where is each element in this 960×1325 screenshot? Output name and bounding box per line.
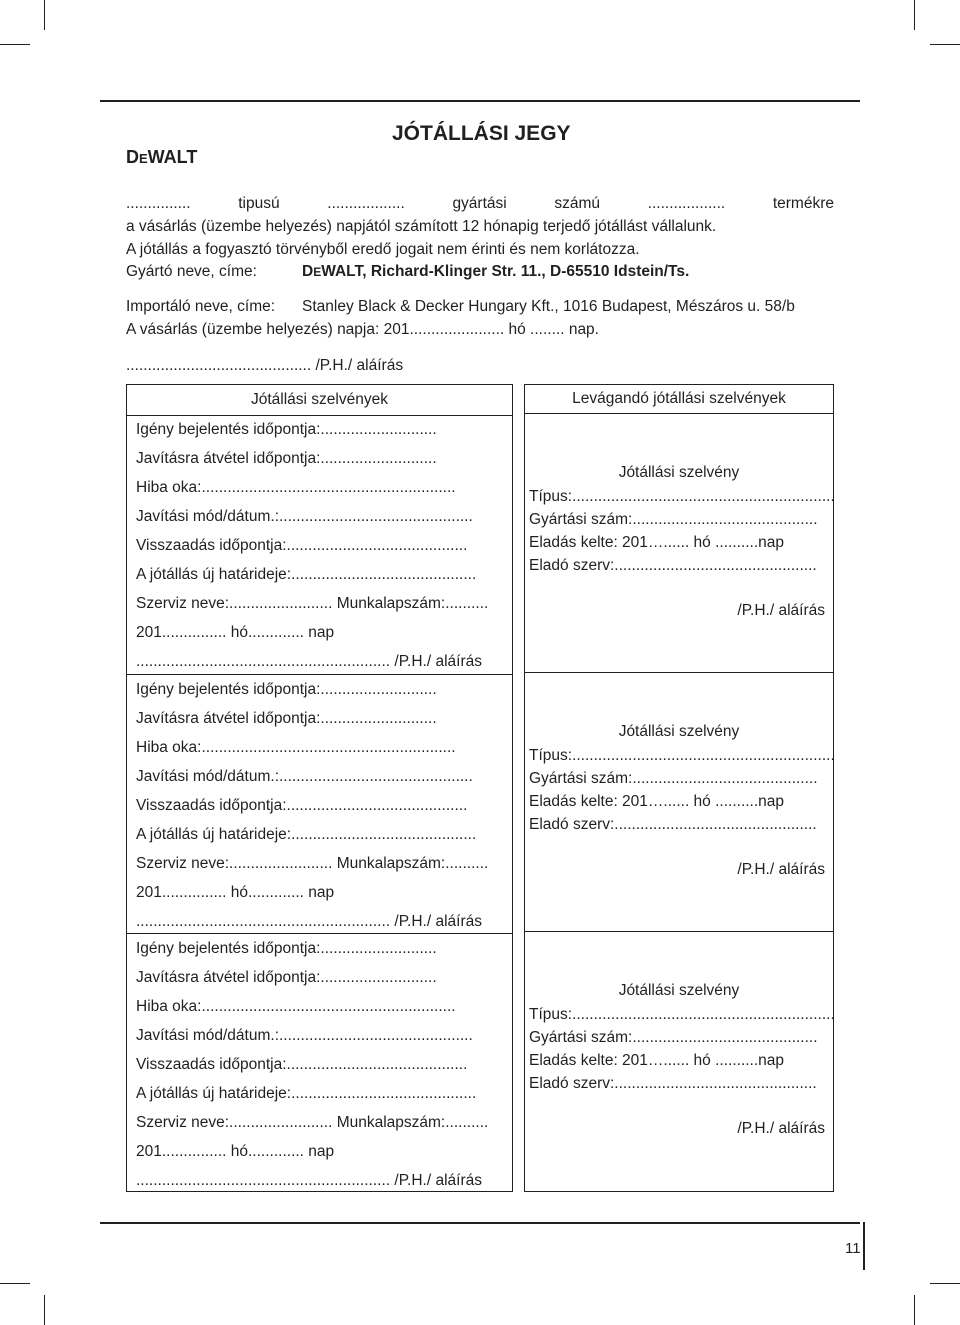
- coupon-seller: Eladó szerv:...............................................: [529, 557, 817, 574]
- coupon-field-line: Hiba oka:...........................................................: [136, 998, 456, 1015]
- importer-line: [126, 296, 834, 319]
- coupon-type: Típus:.............................................................: [529, 1006, 835, 1023]
- coupon-field-line: Javításra átvétel időpontja:...........................: [136, 450, 437, 467]
- coupon-field-line: 201............... hó............. nap: [136, 624, 335, 641]
- crop-mark: [0, 44, 30, 45]
- coupon-sale-date: Eladás kelte: 201…...... hó ..........nap: [529, 534, 785, 551]
- manufacturer-label: Gyártó neve, címe:: [126, 263, 257, 280]
- coupon-field-line: 201............... hó............. nap: [136, 884, 335, 901]
- warranty-coupon-section: [127, 933, 512, 1192]
- cutoff-coupons-box: [524, 384, 834, 414]
- crop-mark: [0, 1283, 30, 1284]
- crop-mark: [930, 44, 960, 45]
- brand-logo: DEWALT: [126, 147, 198, 167]
- page-number: 11: [845, 1240, 861, 1257]
- manufacturer-line: [126, 261, 834, 284]
- coupon-field-line: Javítási mód/dátum.:.............................................: [136, 1027, 473, 1044]
- coupon-field-line: Igény bejelentés időpontja:...........................: [136, 681, 437, 698]
- coupon-title: Jótállási szelvény: [618, 982, 740, 999]
- manufacturer-value: DEWALT, Richard-Klinger Str. 11., D-65510 Idstein/Ts.: [302, 263, 690, 280]
- coupon-field-line: Szerviz neve:........................ Munkalapszám:..........: [136, 855, 489, 872]
- coupon-field-line: Igény bejelentés időpontja:...........................: [136, 421, 437, 438]
- bottom-rule: [100, 1222, 860, 1224]
- warranty-coupons-header: Jótállási szelvények: [127, 385, 512, 416]
- coupon-serial: Gyártási szám:...........................................: [529, 1029, 818, 1046]
- coupon-field-line: Javítási mód/dátum.:.............................................: [136, 508, 473, 525]
- intro-line-1: ............... tipusú .................. gyártási számú .................. termékre: [126, 195, 834, 212]
- coupon-sale-date: Eladás kelte: 201…...... hó ..........nap: [529, 1052, 785, 1069]
- coupon-field-line: Javításra átvétel időpontja:...........................: [136, 710, 437, 727]
- coupon-field-line: ........................................................... /P.H./ aláírás: [136, 1172, 482, 1189]
- importer-value: Stanley Black & Decker Hungary Kft., 1016 Budapest, Mészáros u. 58/b: [302, 298, 795, 315]
- warranty-coupon-section: [127, 415, 512, 674]
- crop-mark: [914, 1295, 915, 1325]
- warranty-coupon-section: [127, 674, 512, 934]
- crop-mark: [930, 1283, 960, 1284]
- coupon-field-line: ........................................................... /P.H./ aláírás: [136, 913, 482, 930]
- top-rule: [100, 100, 860, 102]
- signature-line: ........................................... /P.H./ aláírás: [126, 357, 404, 374]
- coupon-signature: /P.H./ aláírás: [737, 861, 825, 878]
- coupon-field-line: Igény bejelentés időpontja:...........................: [136, 940, 437, 957]
- coupon-field-line: Visszaadás időpontja:..........................................: [136, 1056, 468, 1073]
- crop-mark: [44, 1295, 45, 1325]
- cutoff-coupon: [525, 931, 833, 1191]
- bottom-rule-right: [863, 1222, 865, 1270]
- cutoff-coupons-body: [524, 413, 834, 1192]
- intro-line-2: a vásárlás (üzembe helyezés) napjától számított 12 hónapig terjedő jótállást vállalunk.: [126, 218, 717, 235]
- coupon-title: Jótállási szelvény: [618, 723, 740, 740]
- coupon-sale-date: Eladás kelte: 201…...... hó ..........nap: [529, 793, 785, 810]
- coupon-field-line: ........................................................... /P.H./ aláírás: [136, 653, 482, 670]
- coupon-title: Jótállási szelvény: [618, 464, 740, 481]
- coupon-field-line: Szerviz neve:........................ Munkalapszám:..........: [136, 1114, 489, 1131]
- coupon-field-line: Hiba oka:...........................................................: [136, 739, 456, 756]
- coupon-signature: /P.H./ aláírás: [737, 1120, 825, 1137]
- coupon-field-line: A jótállás új határideje:...........................................: [136, 826, 477, 843]
- coupon-field-line: Visszaadás időpontja:..........................................: [136, 797, 468, 814]
- purchase-date: A vásárlás (üzembe helyezés) napja: 201...................... hó ........ nap.: [126, 321, 599, 338]
- coupon-signature: /P.H./ aláírás: [737, 602, 825, 619]
- coupon-field-line: A jótállás új határideje:...........................................: [136, 566, 477, 583]
- coupon-seller: Eladó szerv:...............................................: [529, 1075, 817, 1092]
- coupon-field-line: Javításra átvétel időpontja:...........................: [136, 969, 437, 986]
- coupon-field-line: Szerviz neve:........................ Munkalapszám:..........: [136, 595, 489, 612]
- coupon-field-line: Visszaadás időpontja:..........................................: [136, 537, 468, 554]
- cutoff-coupon: [525, 413, 833, 672]
- coupon-field-line: Javítási mód/dátum.:.............................................: [136, 768, 473, 785]
- crop-mark: [44, 0, 45, 30]
- crop-mark: [914, 0, 915, 30]
- warranty-coupons-box: [126, 384, 513, 1192]
- coupon-field-line: 201............... hó............. nap: [136, 1143, 335, 1160]
- coupon-type: Típus:.............................................................: [529, 747, 835, 764]
- coupon-seller: Eladó szerv:...............................................: [529, 816, 817, 833]
- cutoff-coupons-header: Levágandó jótállási szelvények: [572, 390, 786, 407]
- coupon-serial: Gyártási szám:...........................................: [529, 511, 818, 528]
- importer-label: Importáló neve, címe:: [126, 298, 276, 315]
- coupon-field-line: Hiba oka:...........................................................: [136, 479, 456, 496]
- coupon-type: Típus:.............................................................: [529, 488, 835, 505]
- coupon-field-line: A jótállás új határideje:...........................................: [136, 1085, 477, 1102]
- intro-line-3: A jótállás a fogyasztó törvényből eredő jogait nem érinti és nem korlátozza.: [126, 241, 640, 258]
- cutoff-coupon: [525, 672, 833, 932]
- coupon-serial: Gyártási szám:...........................................: [529, 770, 818, 787]
- page-title: JÓTÁLLÁSI JEGY: [392, 122, 571, 145]
